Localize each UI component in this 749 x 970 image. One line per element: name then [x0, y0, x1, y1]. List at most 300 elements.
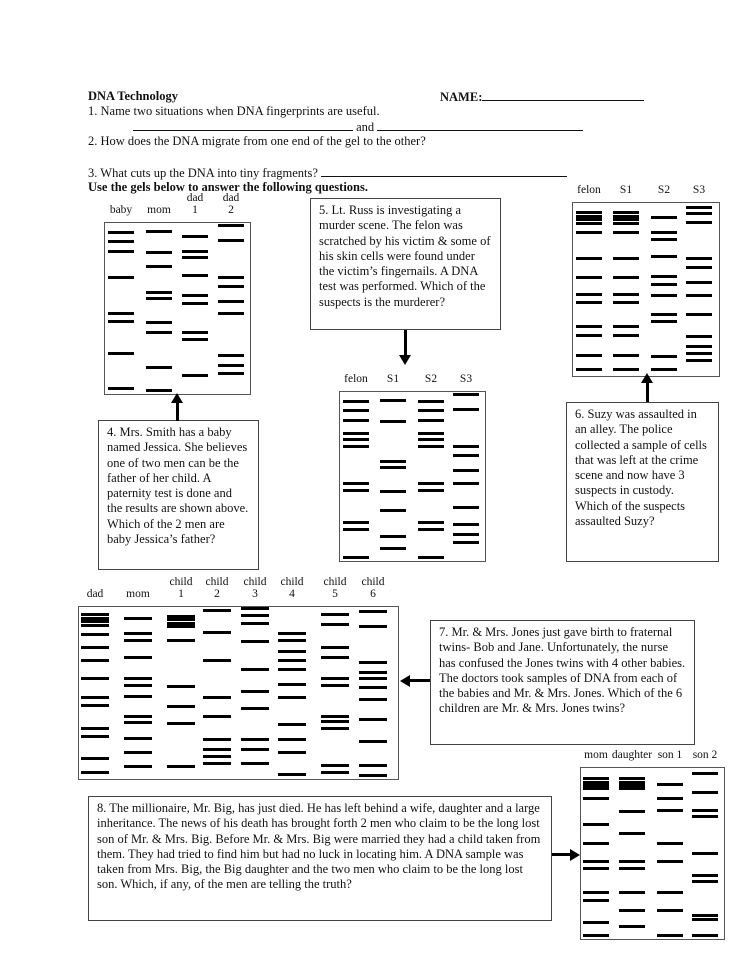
dna-band [167, 705, 195, 708]
dna-band [657, 797, 683, 800]
dna-band [278, 683, 306, 686]
dna-band [583, 921, 609, 924]
dna-band [380, 509, 406, 512]
dna-band [343, 528, 369, 531]
dna-band [418, 482, 444, 485]
dna-band [124, 632, 152, 635]
dna-band [418, 445, 444, 448]
lane-label-line: child [323, 576, 347, 588]
dna-band [576, 218, 602, 221]
dna-band [343, 409, 369, 412]
dna-band [453, 533, 479, 536]
dna-band [182, 331, 208, 334]
dna-band [380, 490, 406, 493]
dna-band [218, 285, 244, 288]
dna-band [218, 276, 244, 279]
dna-band [453, 541, 479, 544]
dna-band [124, 639, 152, 642]
lane-label-line: 2 [228, 204, 234, 216]
dna-band [651, 255, 677, 258]
dna-band [686, 335, 712, 338]
dna-band [686, 221, 712, 224]
lane-label-line: baby [109, 204, 133, 216]
dna-band [359, 718, 387, 721]
dna-band [278, 639, 306, 642]
dna-band [108, 387, 134, 390]
dna-band [418, 409, 444, 412]
dna-band [108, 240, 134, 243]
dna-band [686, 294, 712, 297]
dna-band [321, 623, 349, 626]
lane-label-line: 4 [289, 588, 295, 600]
dna-band [692, 791, 718, 794]
dna-band [380, 420, 406, 423]
dna-band [321, 656, 349, 659]
dna-band [651, 320, 677, 323]
dna-band [203, 609, 231, 612]
lane-label-line: S3 [459, 373, 473, 385]
question-1-answers [133, 119, 583, 135]
dna-band [583, 797, 609, 800]
dna-band [241, 668, 269, 671]
dna-band [692, 914, 718, 917]
dna-band [453, 469, 479, 472]
dna-band [203, 738, 231, 741]
lane-label-line: S1 [386, 373, 400, 385]
dna-band [218, 239, 244, 242]
dna-band [146, 389, 172, 392]
q1-and: and [356, 120, 375, 134]
dna-band [108, 276, 134, 279]
name-label: NAME: [440, 90, 483, 104]
dna-band [380, 535, 406, 538]
dna-band [686, 352, 712, 355]
dna-band [453, 523, 479, 526]
dna-band [124, 721, 152, 724]
question-6-box: 6. Suzy was assaulted in an alley. The police collected a sample of cells that was left at the crime scene and now have 3 suspects in custody. Which of the suspects assaulted Suzy? [566, 402, 719, 562]
dna-band [81, 735, 109, 738]
dna-band [613, 276, 639, 279]
dna-band [651, 313, 677, 316]
dna-band [167, 685, 195, 688]
lane-label-line: son 1 [657, 749, 683, 761]
dna-band [583, 860, 609, 863]
dna-band [359, 740, 387, 743]
dna-band [343, 445, 369, 448]
question-2: 2. How does the DNA migrate from one end of the gel to the other? [88, 134, 426, 148]
dna-band [146, 366, 172, 369]
dna-band [692, 934, 718, 937]
dna-band [619, 832, 645, 835]
dna-band [380, 460, 406, 463]
dna-band [81, 677, 109, 680]
dna-band [241, 748, 269, 751]
dna-band [278, 738, 306, 741]
dna-band [182, 338, 208, 341]
dna-band [167, 618, 195, 621]
dna-band [182, 274, 208, 277]
dna-band [651, 355, 677, 358]
dna-band [146, 251, 172, 254]
dna-band [81, 757, 109, 760]
dna-band [321, 764, 349, 767]
dna-band [613, 211, 639, 214]
dna-band [218, 300, 244, 303]
dna-band [146, 291, 172, 294]
dna-band [278, 650, 306, 653]
dna-band [692, 815, 718, 818]
question-5-box: 5. Lt. Russ is investigating a murder scene. The felon was scratched by his victim & some of his skin cells were found under the victim’s fingernails. A DNA test was performed. Which of the suspects is the murderer? [310, 198, 501, 330]
dna-band [453, 445, 479, 448]
name-field[interactable] [440, 89, 644, 105]
dna-band [146, 321, 172, 324]
dna-band [651, 231, 677, 234]
q1-answer-blank-1[interactable] [133, 119, 353, 131]
lane-label-line: 1 [178, 588, 184, 600]
dna-band [278, 723, 306, 726]
dna-band [124, 737, 152, 740]
dna-band [657, 809, 683, 812]
dna-band [651, 238, 677, 241]
dna-band [583, 777, 609, 780]
dna-band [218, 312, 244, 315]
dna-band [619, 860, 645, 863]
dna-band [241, 690, 269, 693]
dna-band [124, 617, 152, 620]
dna-band [692, 880, 718, 883]
dna-band [576, 301, 602, 304]
q3-answer-blank[interactable] [321, 165, 567, 177]
lane-label-line: mom [147, 204, 171, 216]
dna-band [686, 206, 712, 209]
dna-band [380, 547, 406, 550]
dna-band [203, 696, 231, 699]
dna-band [203, 659, 231, 662]
dna-band [278, 668, 306, 671]
dna-band [613, 301, 639, 304]
dna-band [203, 762, 231, 765]
dna-band [241, 762, 269, 765]
name-blank[interactable] [482, 89, 644, 101]
lane-label-line: dad [222, 192, 240, 204]
dna-band [146, 331, 172, 334]
dna-band [583, 867, 609, 870]
dna-band [182, 302, 208, 305]
dna-band [218, 224, 244, 227]
dna-band [380, 466, 406, 469]
dna-band [576, 368, 602, 371]
lane-label [343, 576, 403, 600]
lane-label-line: 2 [214, 588, 220, 600]
gel-paternity [104, 222, 251, 395]
dna-band [124, 715, 152, 718]
dna-band [613, 257, 639, 260]
dna-band [124, 695, 152, 698]
dna-band [576, 231, 602, 234]
question-3-row [88, 165, 567, 181]
dna-band [359, 686, 387, 689]
dna-band [619, 909, 645, 912]
dna-band [321, 613, 349, 616]
lane-label-line: son 2 [692, 749, 718, 761]
lane-label [675, 749, 735, 761]
dna-band [321, 720, 349, 723]
dna-band [108, 250, 134, 253]
dna-band [241, 614, 269, 617]
dna-band [657, 860, 683, 863]
question-8-box: 8. The millionaire, Mr. Big, has just died. He has left behind a wife, daughter and a large inheritance. The news of his death has brought forth 2 men who claim to be the long lost son of Mr. & Mrs. Big. Before Mr. & Mrs. Big were married they had a child taken from them. They had tried to find him but had no luck in locating him. A DNA sample was taken from Mrs. Big, the Big daughter and the two men who claim to be the long lost son. Which, if any, of the men are telling the truth? [88, 796, 552, 921]
dna-band [692, 852, 718, 855]
dna-band [182, 250, 208, 253]
dna-band [619, 867, 645, 870]
dna-band [380, 399, 406, 402]
dna-band [203, 755, 231, 758]
dna-band [146, 265, 172, 268]
dna-band [453, 393, 479, 396]
dna-band [359, 610, 387, 613]
dna-band [418, 419, 444, 422]
dna-band [359, 661, 387, 664]
dna-band [167, 639, 195, 642]
dna-band [124, 751, 152, 754]
dna-band [692, 772, 718, 775]
dna-band [576, 354, 602, 357]
dna-band [583, 842, 609, 845]
dna-band [343, 438, 369, 441]
dna-band [418, 528, 444, 531]
dna-band [418, 521, 444, 524]
dna-band [686, 345, 712, 348]
dna-band [146, 230, 172, 233]
dna-band [359, 774, 387, 777]
lane-label-line: child [243, 576, 267, 588]
lane-label-line: child [280, 576, 304, 588]
dna-band [418, 489, 444, 492]
dna-band [651, 216, 677, 219]
dna-band [453, 408, 479, 411]
dna-band [321, 771, 349, 774]
dna-band [686, 266, 712, 269]
lane-label-line: dad [186, 192, 204, 204]
dna-band [619, 787, 645, 790]
dna-band [321, 646, 349, 649]
dna-band [686, 359, 712, 362]
dna-band [241, 607, 269, 610]
instructions: Use the gels below to answer the following questions. [88, 180, 368, 194]
dna-band [343, 556, 369, 559]
dna-band [182, 256, 208, 259]
question-3: 3. What cuts up the DNA into tiny fragments? [88, 166, 318, 180]
dna-band [167, 722, 195, 725]
dna-band [686, 281, 712, 284]
dna-band [108, 312, 134, 315]
dna-band [81, 613, 109, 616]
dna-band [576, 222, 602, 225]
dna-band [182, 374, 208, 377]
dna-band [321, 727, 349, 730]
dna-band [453, 482, 479, 485]
dna-band [576, 211, 602, 214]
dna-band [359, 764, 387, 767]
lane-label-line: S2 [657, 184, 671, 196]
dna-band [343, 482, 369, 485]
lane-label [669, 184, 729, 196]
dna-band [81, 646, 109, 649]
dna-band [278, 696, 306, 699]
dna-band [343, 400, 369, 403]
lane-label [436, 373, 496, 385]
dna-band [692, 918, 718, 921]
dna-band [203, 631, 231, 634]
dna-band [241, 738, 269, 741]
dna-band [619, 777, 645, 780]
dna-band [576, 325, 602, 328]
dna-band [203, 748, 231, 751]
dna-band [182, 294, 208, 297]
dna-band [576, 293, 602, 296]
dna-band [124, 684, 152, 687]
dna-band [182, 235, 208, 238]
dna-band [583, 934, 609, 937]
dna-band [124, 677, 152, 680]
lane-label-line: mom [584, 749, 608, 761]
lane-label-line: felon [344, 373, 368, 385]
dna-band [453, 506, 479, 509]
dna-band [418, 400, 444, 403]
dna-band [619, 810, 645, 813]
gel-assault [572, 202, 720, 377]
gel-murder [339, 391, 486, 562]
dna-band [81, 633, 109, 636]
dna-band [613, 222, 639, 225]
dna-band [241, 707, 269, 710]
dna-band [343, 489, 369, 492]
dna-band [321, 684, 349, 687]
lane-label-line: child [205, 576, 229, 588]
dna-band [613, 218, 639, 221]
lane-label-line: daughter [611, 749, 653, 761]
dna-band [583, 787, 609, 790]
lane-label-line: felon [577, 184, 601, 196]
dna-band [218, 364, 244, 367]
dna-band [343, 432, 369, 435]
lane-label-line: 3 [252, 588, 258, 600]
dna-band [576, 334, 602, 337]
dna-band [576, 276, 602, 279]
dna-band [146, 297, 172, 300]
dna-band [613, 231, 639, 234]
dna-band [583, 899, 609, 902]
dna-band [359, 698, 387, 701]
lane-label-line: S1 [619, 184, 633, 196]
dna-band [583, 823, 609, 826]
dna-band [613, 354, 639, 357]
dna-band [651, 294, 677, 297]
lane-label-line: child [361, 576, 385, 588]
dna-band [124, 765, 152, 768]
dna-band [692, 809, 718, 812]
dna-band [359, 677, 387, 680]
dna-band [686, 257, 712, 260]
q1-answer-blank-2[interactable] [377, 119, 583, 131]
question-4-box: 4. Mrs. Smith has a baby named Jessica. She believes one of two men can be the father of her child. A paternity test is done and the results are shown above. Which of the 2 men are baby Jessica’s father? [98, 420, 259, 570]
dna-band [613, 293, 639, 296]
dna-band [613, 368, 639, 371]
dna-band [657, 783, 683, 786]
dna-band [359, 671, 387, 674]
dna-band [418, 556, 444, 559]
dna-band [203, 715, 231, 718]
dna-band [359, 625, 387, 628]
question-1: 1. Name two situations when DNA fingerprints are useful. [88, 104, 380, 118]
worksheet-title: DNA Technology [88, 89, 178, 103]
dna-band [418, 432, 444, 435]
dna-band [343, 521, 369, 524]
dna-band [108, 320, 134, 323]
dna-band [218, 354, 244, 357]
lane-label-line: 6 [370, 588, 376, 600]
dna-band [343, 419, 369, 422]
lane-label-line: mom [126, 588, 150, 600]
dna-band [692, 874, 718, 877]
dna-band [108, 352, 134, 355]
dna-band [657, 842, 683, 845]
dna-band [167, 765, 195, 768]
dna-band [167, 625, 195, 628]
lane-label-line: 1 [192, 204, 198, 216]
lane-label-line: dad [86, 588, 104, 600]
dna-band [651, 275, 677, 278]
dna-band [218, 372, 244, 375]
dna-band [613, 334, 639, 337]
dna-band [686, 313, 712, 316]
dna-band [657, 891, 683, 894]
dna-band [651, 368, 677, 371]
dna-band [278, 659, 306, 662]
dna-band [686, 212, 712, 215]
dna-band [81, 704, 109, 707]
lane-label-line: 5 [332, 588, 338, 600]
dna-band [576, 257, 602, 260]
dna-band [453, 454, 479, 457]
dna-band [81, 727, 109, 730]
dna-band [418, 438, 444, 441]
dna-band [657, 909, 683, 912]
dna-band [241, 622, 269, 625]
dna-band [108, 231, 134, 234]
dna-band [124, 656, 152, 659]
dna-band [613, 325, 639, 328]
lane-label [201, 192, 261, 216]
dna-band [81, 659, 109, 662]
dna-band [651, 283, 677, 286]
dna-band [619, 925, 645, 928]
dna-band [278, 773, 306, 776]
lane-label-line: S3 [692, 184, 706, 196]
question-7-box: 7. Mr. & Mrs. Jones just gave birth to fraternal twins- Bob and Jane. Unfortunately, the nurse has confused the Jones twins with 4 other babies. The doctors took samples of DNA from each of the babies and Mr. & Mrs. Jones. Which of the 6 children are Mr. & Mrs. Jones twins? [430, 620, 695, 745]
dna-band [81, 696, 109, 699]
dna-band [619, 891, 645, 894]
dna-band [321, 715, 349, 718]
dna-band [81, 771, 109, 774]
dna-band [81, 624, 109, 627]
lane-label-line: S2 [424, 373, 438, 385]
dna-band [278, 751, 306, 754]
dna-band [321, 677, 349, 680]
lane-label-line: child [169, 576, 193, 588]
dna-band [81, 620, 109, 623]
dna-band [241, 640, 269, 643]
